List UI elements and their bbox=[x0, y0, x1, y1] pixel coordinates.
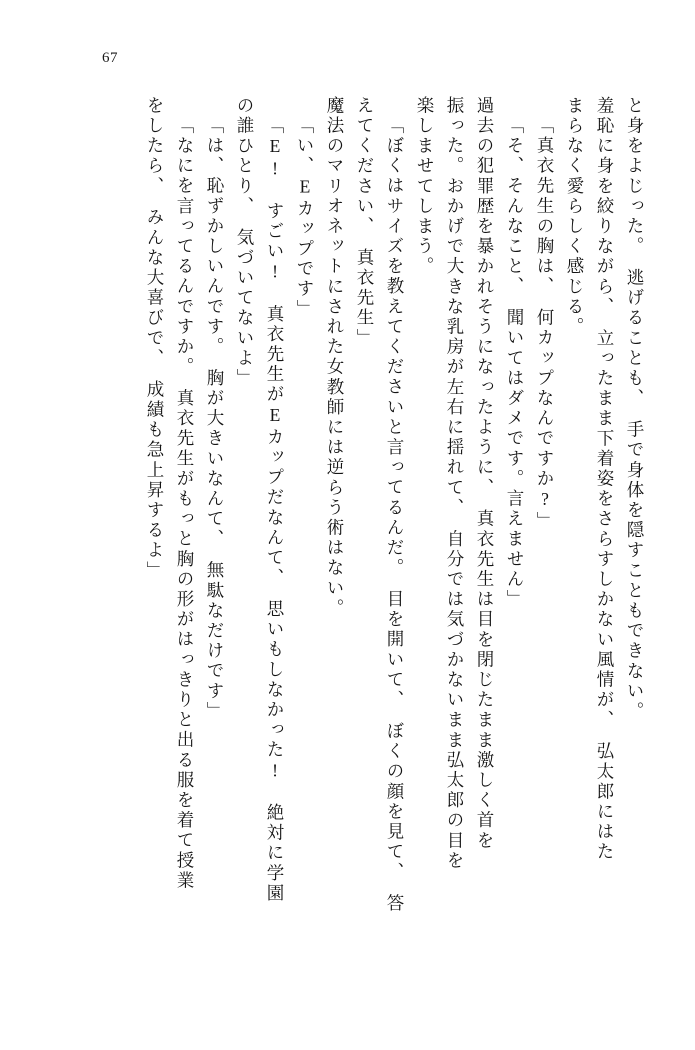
text-line: 羞恥に身を絞りながら、 立ったまま下着姿をさらすしかない風情が、 弘太郎にはた bbox=[595, 96, 615, 863]
text-line: の誰ひとり、 気づいてないよ」 bbox=[235, 96, 255, 389]
text-line: 「E! すごい! 真衣先生がEカップだなんて、 思いもしなかった! 絶対に学園 bbox=[265, 116, 285, 904]
text-line: まらなく愛らしく感じる。 bbox=[565, 96, 585, 338]
text-line: 振った。おかげで大きな乳房が左右に揺れて、 自分では気づかないまま弘太郎の目を bbox=[445, 96, 465, 872]
text-line: 「い、Eカップです」 bbox=[295, 116, 315, 320]
text-line: 「ぼくはサイズを教えてくださいと言ってるんだ。 目を開いて、 ぼくの顔を見て、 答 bbox=[385, 116, 405, 914]
text-line: と身をよじった。 逃げることも、 手で身体を隠すこともできない。 bbox=[625, 96, 645, 722]
text-line: えてください、 真衣先生」 bbox=[355, 96, 375, 349]
text-line: 「なにを言ってるんですか。 真衣先生がもっと胸の形がはっきりと出る服を着て授業 bbox=[175, 116, 195, 892]
body-text-columns bbox=[83, 96, 643, 976]
text-line: 楽しませてしまう。 bbox=[415, 96, 435, 277]
text-line: 「そ、そんなこと、 聞いてはダメです。言えません」 bbox=[505, 116, 525, 610]
text-line: 「真衣先生の胸は、 何カップなんですか?」 bbox=[535, 116, 555, 532]
text-line: 「は、恥ずかしいんです。 胸が大きいなんて、 無駄なだけです」 bbox=[205, 116, 225, 722]
text-line: 過去の犯罪歴を暴かれそうになったように、 真衣先生は目を閉じたまま激しく首を bbox=[475, 96, 495, 852]
page-number: 67 bbox=[102, 50, 118, 66]
text-line: をしたら、 みんな大喜びで、 成績も急上昇するよ」 bbox=[145, 96, 165, 581]
text-line: 魔法のマリオネットにされた女教師には逆らう術はない。 bbox=[325, 96, 345, 619]
